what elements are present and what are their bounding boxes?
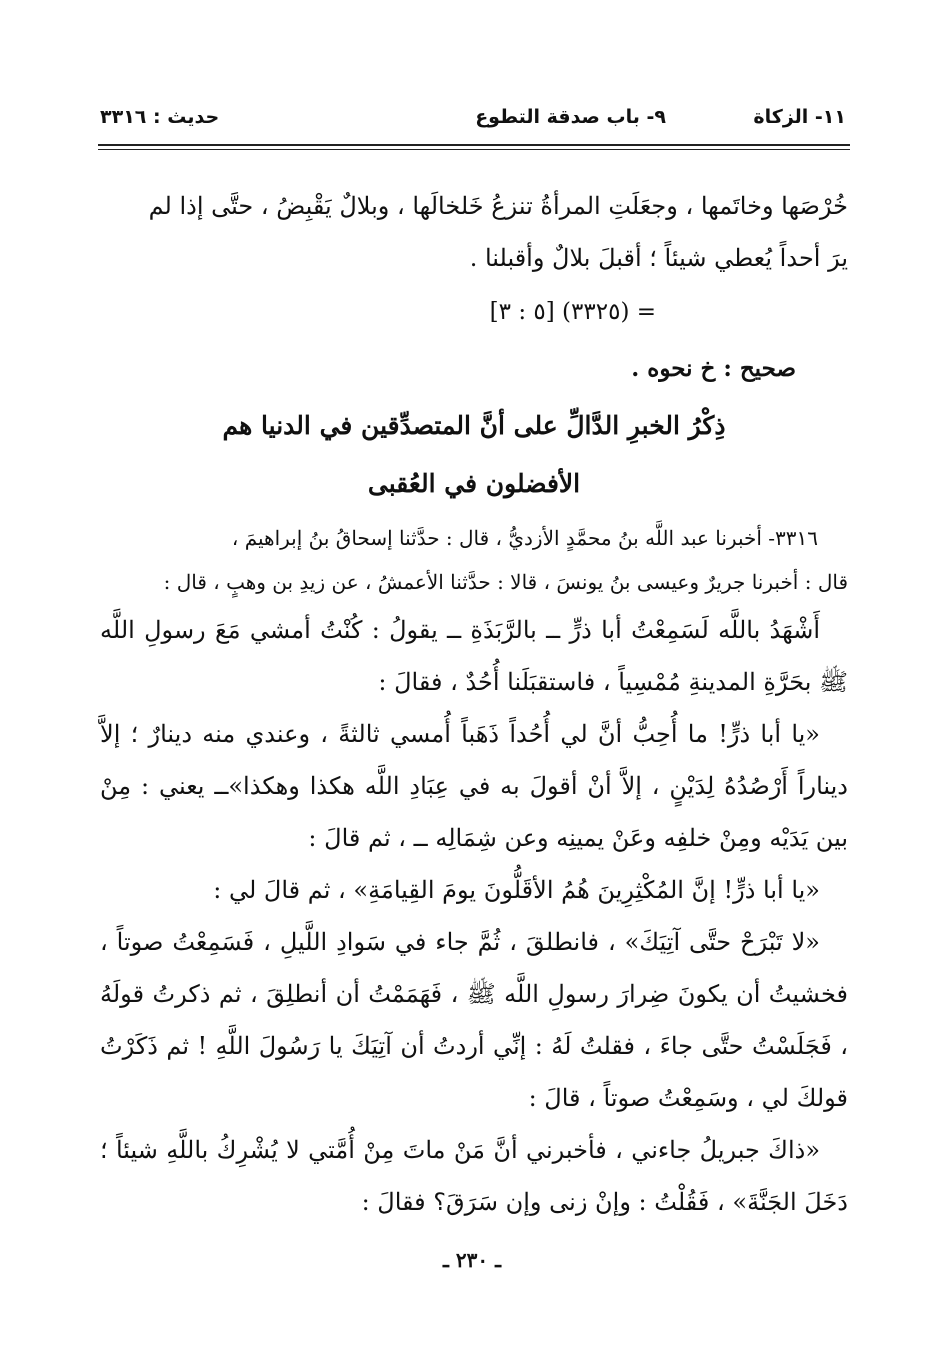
section-title-line-1: ذِكْرُ الخبرِ الدَّالِّ على أنَّ المتصدِّقين في الدنيا هم [222,411,726,440]
header-divider [98,144,850,150]
header-book-title: ١١- الزكاة [753,106,846,128]
hadith-grade: صحيح : خ نحوه . [631,355,796,382]
paragraph-3: «يا أبا ذرٍّ! إنَّ المُكْثِرِينَ هُمُ الأقَلُّونَ يومَ القِيامَةِ» ، ثم قالَ لي : [213,876,820,904]
page-number: ـ ٢٣٠ ـ [443,1248,501,1272]
header-chapter-title: ٩- باب صدقة التطوع [475,106,666,128]
isnad-line-1: ٣٣١٦- أخبرنا عبد اللَّه بنُ محمَّدٍ الأزديُّ ، قال : حدَّثنا إسحاقُ بنُ إبراهيمَ ، [231,526,818,550]
paragraph-2: «يا أبا ذرٍّ! ما أُحِبُّ أنَّ لي أُحُداً ذَهَباً أُمسي ثالثةً ، وعندي منه دينارٌ ؛ إلاَّ ديناراً أَرْصُدُهُ لِدَيْنٍ ، إلاَّ أنْ أقولَ به في عِبَادِ اللَّه هكذا وهكذا»ــ يعني : مِنْ بين يَدَيْه ومِنْ خلفِه وعَنْ يمينِه وعن شِمَالِه ــ ، ثم قالَ : [100,720,848,852]
section-title-line-2: الأفضلون في العُقبى [367,469,581,498]
header-hadith-number: حديث : ٣٣١٦ [100,106,220,128]
cross-reference: = (٣٣٢٥) [٥ : ٣] [489,299,656,325]
paragraph-4: «لا تَبْرَحْ حتَّى آتِيَكَ» ، فانطلقَ ، ثُمَّ جاء في سَوادِ اللَّيلِ ، فَسَمِعْتُ صوتاً ، فخشيتُ أن يكونَ ضِرارَ رسولِ اللَّه ﷺ ، فَهَمَمْتُ أن أنطلِقَ ، ثم ذكرتُ قولَهُ ، فَجَلَسْتُ حتَّى جاءَ ، فقلتُ لَهُ : إنِّي أردتُ أن آتِيَكَ يا رَسُولَ اللَّهِ ! ثم ذَكَرْتُ قولكَ لي ، وسَمِعْتُ صوتاً ، قالَ : [100,928,848,1112]
paragraph-1: أَشْهَدُ باللَّه لَسَمِعْتُ أبا ذرٍّ ــ بالرَّبَذَةِ ــ يقولُ : كُنْتُ أمشي مَعَ رسولِ اللَّه ﷺ بحَرَّةِ المدينةِ مُمْسِياً ، فاستقبَلَنا أُحُدٌ ، فقالَ : [100,616,848,696]
paragraph-5: «ذاكَ جبريلُ جاءني ، فأخبرني أنَّ مَنْ ماتَ مِنْ أُمَّتي لا يُشْرِكُ باللَّهِ شيئاً ؛ دَخَلَ الجَنَّةَ» ، فَقُلْتُ : وإنْ زنى وإن سَرَقَ؟ فقالَ : [100,1136,848,1216]
isnad-line-2: قال : أخبرنا جريرٌ وعيسى بنُ يونسَ ، قالا : حدَّثنا الأعمشُ ، عن زيدِ بن وهبٍ ، قال : [163,570,848,594]
intro-line-2: يرَ أحداً يُعطي شيئاً ؛ أقبلَ بلالٌ وأقبلنا . [469,244,848,272]
page-body [100,180,848,1228]
intro-line-1: خُرْصَها وخاتَمها ، وجعَلَتِ المرأةُ تنزعُ خَلخالَها ، وبلالٌ يَقْبِضُ ، حتَّى إذا لم [148,192,848,220]
running-header [98,104,850,140]
